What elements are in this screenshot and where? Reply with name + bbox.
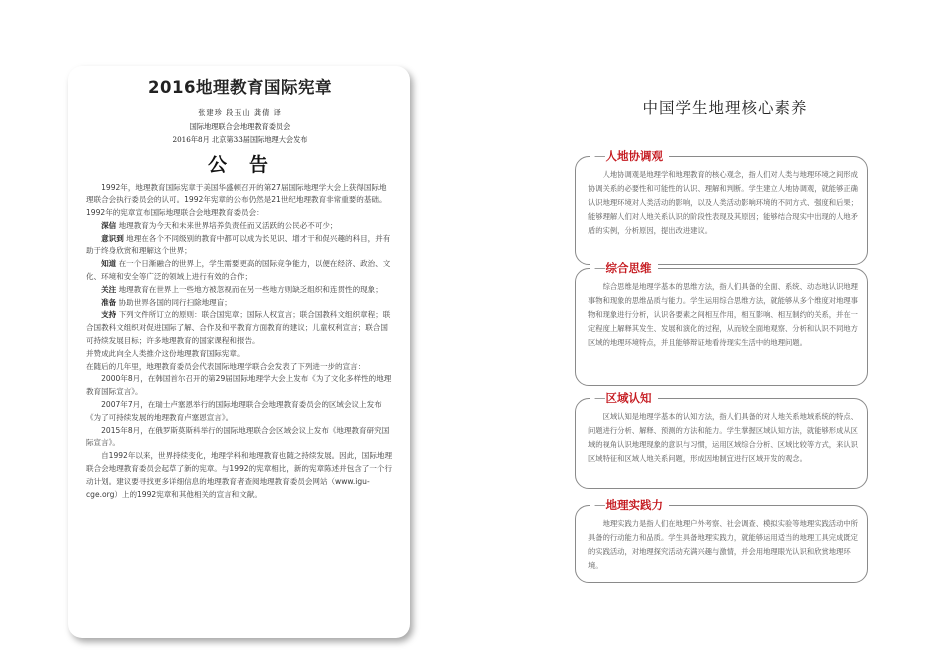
paragraph-text: 下列文件所订立的原则：联合国宪章；国际人权宣言；联合国教科文组织章程；联合国教科文组织对促进国际了解、合作及和平教育方面教育的建议；儿童权利宣言；联合国可持续发展目标；许多地理教育的国家课程和报告。: [86, 310, 391, 346]
charter-paragraph: [86, 284, 394, 297]
dash-decoration: —: [594, 261, 606, 275]
section-label: [590, 148, 669, 164]
charter-paragraph: [86, 425, 394, 451]
paragraph-lead: 知道: [101, 259, 117, 269]
paragraph-text: 地理教育在世界上一些地方被忽视而在另一些地方则缺乏组织和连贯性的现象；: [118, 284, 383, 294]
section-geographic-practice: [575, 498, 868, 583]
section-label-text: 区域认知: [605, 391, 652, 405]
section-label: [590, 390, 658, 406]
paragraph-lead: 准备: [101, 297, 117, 307]
dash-decoration: —: [594, 149, 606, 163]
section-human-earth-harmony: [575, 149, 868, 265]
section-text: 地理实践力是指人们在地理户外考察、社会调查、模拟实验等地理实践活动中所具备的行动能力和品质。学生具备地理实践力，就能够运用适当的地理工具完成既定的实践活动，对地理探究活动充满兴趣与激情，并会用地理眼光认识和欣赏地理环境。: [588, 519, 858, 570]
charter-paragraph: [86, 258, 394, 284]
charter-paragraph: [86, 399, 394, 425]
charter-paragraph: [86, 348, 394, 361]
section-label-text: 地理实践力: [605, 498, 663, 512]
charter-paragraph: [86, 450, 394, 501]
section-text: 人地协调观是地理学和地理教育的核心观念，指人们对人类与地理环境之间形成协调关系的必要性和可能性的认识、理解和判断。学生建立人地协调观，就能够正确认识地理环境对人类活动的影响，以及人类活动影响环境的不同方式、强度和后果；能够理解人们对人地关系认识的阶段性表现及其原因；能够结合现实中出现的人地矛盾的实例，分析原因，提出改进建议。: [588, 170, 858, 235]
charter-paragraph: [86, 182, 394, 220]
paragraph-text: 协助世界各国的同行扫除地理盲；: [118, 297, 232, 307]
paragraph-text: 2000年8月，在韩国首尔召开的第29届国际地理学大会上发布《为了文化多样性的地理教育国际宣言》。: [86, 374, 392, 397]
charter-paragraph: [86, 309, 394, 347]
organization-line: 国际地理联合会地理教育委员会: [189, 121, 291, 131]
charter-paragraph: [86, 233, 394, 259]
paragraph-lead: 支持: [101, 310, 117, 320]
section-text: 区域认知是地理学基本的认知方法，指人们具备的对人地关系地域系统的特点、问题进行分析、解释、预测的方法和能力。学生掌握区域认知方法，就能够形成从区域的视角认识地理现象的意识与习惯，运用区域综合分析、区域比较等方式，来认识区域特征和区域人地关系问题，形成因地制宜进行区域开发的观念。: [588, 412, 858, 463]
charter-paragraph: [86, 297, 394, 310]
section-regional-cognition: [575, 391, 868, 489]
paragraph-text: 自1992年以来，世界持续变化，地理学科和地理教育也随之持续发展。因此，国际地理联合会地理教育委员会起草了新的宪章。与1992的宪章相比，新的宪章陈述并包含了一个行动计划。建议要寻找更多详细信息的地理教育者查阅地理教育委员会网站（www.igu-cge.org）上的1992宪章和其他相关的宣言和文献。: [86, 451, 392, 499]
translators-line: 张建珍 段玉山 龚倩 译: [198, 108, 282, 117]
charter-page: [68, 66, 410, 638]
paragraph-lead: 意识到: [101, 233, 124, 243]
paragraph-text: 在一个日渐融合的世界上，学生需要更高的国际竞争能力，以便在经济、政治、文化、环境和安全等广泛的领域上进行有效的合作；: [86, 259, 391, 282]
notice-title: 公告: [207, 153, 290, 176]
paragraph-lead: 关注: [101, 284, 117, 294]
dash-decoration: —: [594, 391, 606, 405]
paragraph-text: 地理教育为今天和未来世界培养负责任而又活跃的公民必不可少；: [118, 220, 338, 230]
paragraph-text: 2015年8月，在俄罗斯莫斯科举行的国际地理联合会区域会议上发布《地理教育研究国际宣言》。: [86, 425, 390, 448]
charter-paragraph: [86, 373, 394, 399]
paragraph-lead: 深信: [101, 220, 117, 230]
paragraph-text: 2007年7月，在瑞士卢塞恩举行的国际地理联合会地理教育委员会的区域会议上发布《为了可持续发展的地理教育卢塞恩宣言》。: [86, 400, 382, 422]
date-line: 2016年8月 北京第33届国际地理大会发布: [172, 135, 308, 144]
section-label: [590, 260, 658, 276]
section-label-text: 人地协调观: [605, 149, 663, 163]
section-text: 综合思维是地理学基本的思维方法，指人们具备的全面、系统、动态地认识地理事物和现象的思维品质与能力。学生运用综合思维方法，就能够从多个维度对地理事物和现象进行分析，认识各要素之间相互作用，相互影响、相互制约的关系，并在一定程度上解释其发生、发展和演化的过程，从而较全面地观察、分析和认识不同地方区域的地理环境特点，并且能够辩证地看待现实生活中的地理问题。: [588, 282, 858, 347]
charter-paragraph: [86, 220, 394, 233]
charter-body: [86, 182, 394, 502]
paragraph-text: 1992年，地理教育国际宪章于美国华盛顿召开的第27届国际地理学大会上获得国际地理联合会执行委员会的认可。1992年宪章的公布仍然是21世纪地理教育非常重要的基础。1992年的宪章宣布国际地理联合会地理教育委员会：: [86, 182, 387, 218]
section-label-text: 综合思维: [605, 261, 652, 275]
section-label: [590, 497, 669, 513]
paragraph-text: 并赞成此向全人类推介这份地理教育国际宪章。: [86, 348, 245, 358]
paragraph-text: 地理在各个不同级别的教育中都可以成为长见识、增才干和促兴趣的科目，并有助于终身欣赏和理解这个世界；: [86, 233, 391, 256]
paragraph-text: 在随后的几年里，地理教育委员会代表国际地理学联合会发表了下列进一步的宣言：: [86, 361, 366, 371]
charter-title: 2016地理教育国际宪章: [148, 78, 332, 97]
section-integrated-thinking: [575, 261, 868, 386]
dash-decoration: —: [594, 498, 606, 512]
charter-meta: [86, 106, 394, 147]
charter-paragraph: [86, 361, 394, 374]
core-literacy-title: 中国学生地理核心素养: [642, 99, 808, 117]
